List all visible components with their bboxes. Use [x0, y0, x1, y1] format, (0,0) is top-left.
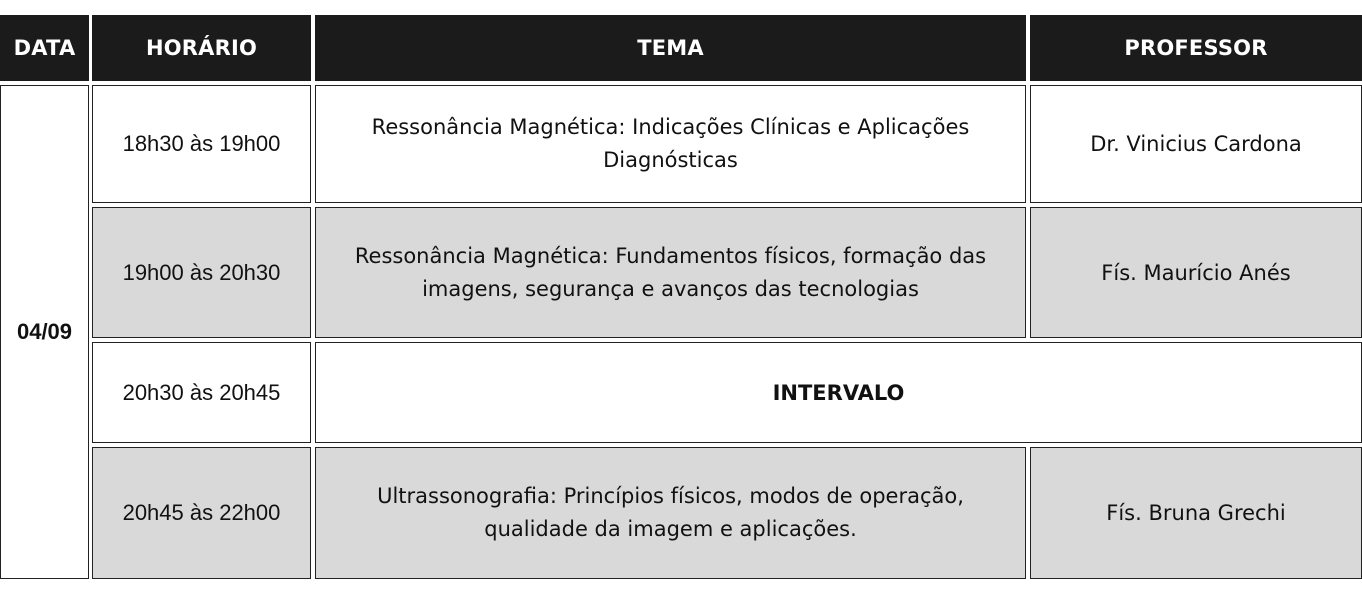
row-4-professor: Fís. Bruna Grechi [1106, 501, 1286, 525]
header-topic-label: TEMA [637, 36, 704, 60]
row-1-topic-line-1: Ressonância Magnética: Indicações Clínicas e Aplicações [371, 115, 970, 139]
row-2-professor-cell [1030, 207, 1362, 338]
row-1-topic [354, 111, 988, 177]
row-4-topic [359, 480, 982, 546]
row-3-time-cell [92, 342, 311, 443]
row-2-time: 19h00 às 20h30 [122, 259, 281, 285]
intervalo-label: INTERVALO [772, 380, 905, 405]
row-1-time-cell [92, 85, 311, 203]
header-date-label: DATA [13, 36, 76, 60]
row-4-time: 20h45 às 22h00 [122, 500, 281, 525]
row-2-topic-cell [315, 207, 1026, 338]
header-time [92, 15, 311, 81]
date-value: 04/09 [16, 319, 73, 344]
header-topic [315, 15, 1026, 81]
row-1-professor: Dr. Vinicius Cardona [1090, 132, 1302, 156]
row-3-time: 20h30 às 20h45 [122, 379, 281, 405]
row-4-topic-cell [315, 447, 1026, 579]
row-4-topic-line-2: qualidade da imagem e aplicações. [484, 517, 857, 541]
row-1-topic-cell [315, 85, 1026, 203]
date-cell [0, 85, 89, 579]
row-2-time-cell [92, 207, 311, 338]
row-4-topic-line-1: Ultrassonografia: Princípios físicos, modos de operação, [377, 484, 964, 508]
header-professor-label: PROFESSOR [1124, 36, 1268, 60]
row-2-topic-line-2: imagens, segurança e avanços das tecnologias [422, 276, 919, 301]
row-1-professor-cell [1030, 85, 1362, 203]
row-2-topic-line-1: Ressonância Magnética: Fundamentos físicos, formação das [354, 243, 987, 268]
header-time-label: HORÁRIO [145, 36, 258, 60]
header-professor [1030, 15, 1362, 81]
row-2-topic [337, 240, 1004, 306]
intervalo-cell [315, 342, 1362, 443]
row-4-time-cell [92, 447, 311, 579]
row-1-topic-line-2: Diagnósticas [603, 148, 738, 172]
row-4-professor-cell [1030, 447, 1362, 579]
row-2-professor: Fís. Maurício Anés [1101, 260, 1291, 285]
header-date [0, 15, 89, 81]
row-1-time: 18h30 às 19h00 [122, 131, 281, 156]
